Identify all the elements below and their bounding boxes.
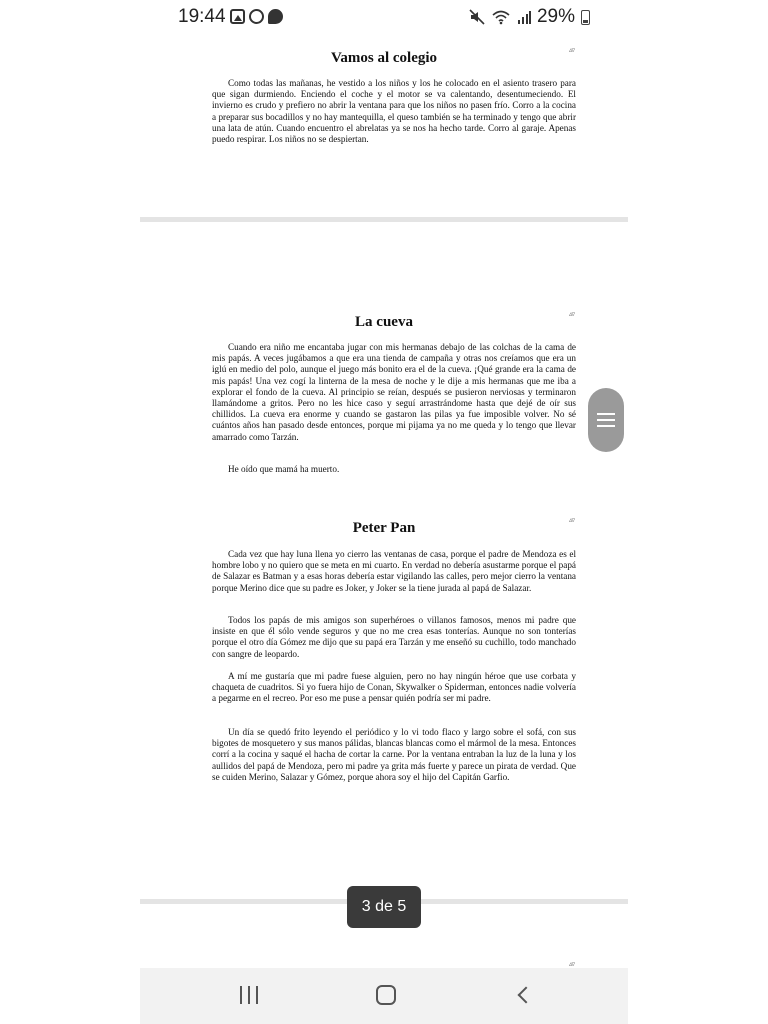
- notification-icons: [230, 9, 283, 24]
- story-paragraph: Como todas las mañanas, he vestido a los niños y los he colocado en el asiento trasero para que sigan durmiendo. Enciendo el coche y el motor se va calentando, desentumeciendo. El invierno es crudo y prefiero no abrir la ventana para que los niños no pasen frío. Corro a la cocina a preparar sus bocadillos y no hay mantequilla, el queso también se ha terminado y tengo que abrir una lata de atún. Cuando encuentro el abrelatas ya se nos ha hecho tarde. Corro al garaje. Apenas puedo respirar. Los niños no se despiertan.: [212, 78, 576, 145]
- gallery-icon: [230, 9, 245, 24]
- mute-icon: [469, 9, 485, 25]
- story-paragraph: Un día se quedó frito leyendo el periódico y lo vi todo flaco y largo sobre el sofá, con sus bigotes de mosquetero y sus manos pálidas, blancas blancas como el mármol de la mesa. Entonces corrí a la cocina y saqué el hacha de cortar la carne. Por la ventana entraban la luz de la luna y los aullidos del papá de Mendoza, pero mi padre ya grita más fuerte y parece un pirata de verdad. Que se cuiden Merino, Salazar y Gómez, porque ahora soy el hijo del Capitán Garfio.: [212, 727, 576, 782]
- collapse-toggle-icon[interactable]: ▵▿: [568, 46, 574, 54]
- collapse-toggle-icon[interactable]: ▵▿: [568, 516, 574, 524]
- page-indicator: 3 de 5: [347, 886, 421, 928]
- home-button[interactable]: [376, 985, 396, 1005]
- battery-icon: [581, 10, 590, 25]
- story-paragraph: Cada vez que hay luna llena yo cierro las ventanas de casa, porque el padre de Mendoza es el hombre lobo y no quiero que se meta en mi cuarto. En verdad no debería asustarme porque el papá de Salazar es Batman y a esas horas debería estar vigilando las calles, pero mejor cierro la ventana porque Merino dice que su padre es Joker, y Joker se la tiene jurada al papá de Salazar.: [212, 549, 576, 593]
- story-paragraph: He oído que mamá ha muerto.: [228, 464, 340, 474]
- back-button[interactable]: [518, 987, 535, 1004]
- story-title: Vamos al colegio: [330, 50, 438, 66]
- status-bar: [0, 0, 768, 36]
- battery-percent: 29%: [536, 6, 575, 27]
- navigation-bar: [140, 968, 628, 1024]
- signal-icon: [517, 10, 531, 24]
- story-title: La cueva: [355, 314, 413, 330]
- story-paragraph: A mí me gustaría que mi padre fuese alguien, pero no hay ningún héroe que use corbata y chaqueta de cuadritos. Si yo fuera hijo de Conan, Skywalker o Spiderman, entonces nadie volvería a pegarme en el recreo. Por eso me puse a pensar quién podría ser mi padre.: [212, 671, 576, 704]
- collapse-toggle-icon[interactable]: ▵▿: [568, 310, 574, 318]
- whatsapp-icon: [249, 9, 264, 24]
- wifi-icon: [491, 9, 511, 25]
- document-page: [140, 36, 628, 216]
- fast-scroll-handle[interactable]: [588, 388, 624, 452]
- system-status: [469, 6, 590, 28]
- chat-icon: [268, 9, 283, 24]
- story-paragraph: Cuando era niño me encantaba jugar con mis hermanas debajo de las colchas de la cama de mis papás. A veces jugábamos a que era una tienda de campaña y otras nos creíamos que era un iglú en medio del polo, aunque el juego más bonito era el de la cueva. ¡Qué grande era la cama de mis papás! Una vez cogí la linterna de la mesa de noche y le dije a mis hermanas que me iba a explorar el fondo de la cueva. Al principio se reían, después se pusieron nerviosas y terminaron llamándome a gritos. Pero no les hice caso y seguí arrastrándome hasta que dejé de oír sus chillidos. La cueva era enorme y cuando se gastaron las pilas ya fue imposible volver. No sé cuántos años han pasado desde entonces, porque mi pijama ya no me queda y lo tengo que llevar amarrado como Tarzán.: [212, 342, 576, 442]
- story-paragraph: Todos los papás de mis amigos son superhéroes o villanos famosos, menos mi padre que insiste en que él sólo vende seguros y que no me crea esas tonterías. Aunque no son tonterías porque el otro día Gómez me dijo que su papá era Tarzán y me enseñó su cuchillo, todo manchado con sangre de leopardo.: [212, 615, 576, 659]
- document-page: [140, 222, 628, 898]
- recent-apps-button[interactable]: [240, 986, 260, 1004]
- story-title: Peter Pan: [352, 520, 416, 536]
- clock: 19:44: [178, 6, 226, 27]
- collapse-toggle-icon[interactable]: ▵▿: [568, 960, 574, 968]
